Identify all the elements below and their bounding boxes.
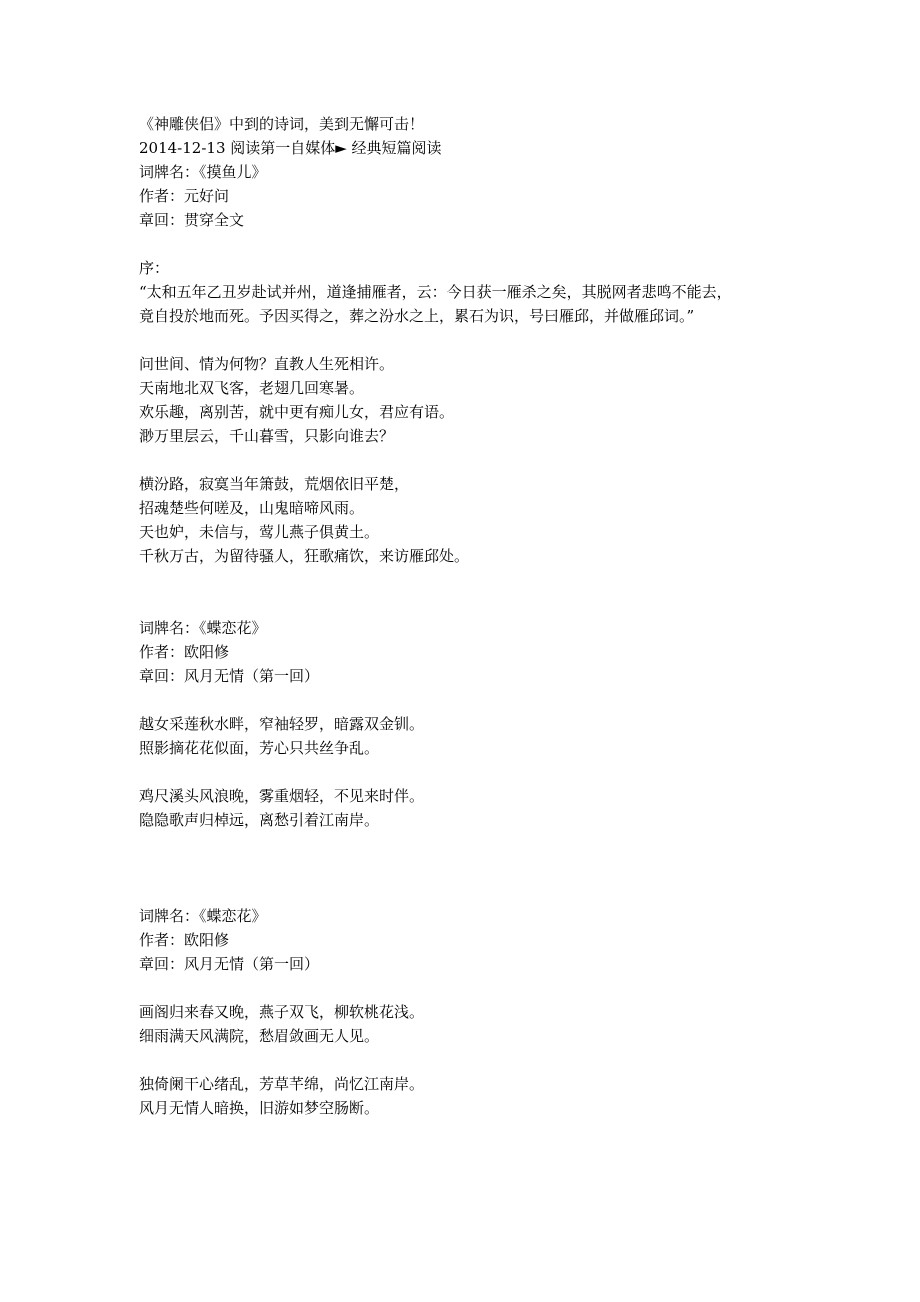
poem-line: 照影摘花花似面，芳心只共丝争乱。 — [139, 739, 380, 757]
poem-line: 独倚阑干心绪乱，芳草芊绵，尚忆江南岸。 — [139, 1075, 425, 1093]
poem-author: 作者：元好问 — [139, 187, 230, 205]
poem-chapter: 章回：风月无情（第一回） — [139, 667, 320, 685]
poem-line: 千秋万古，为留待骚人，狂歌痛饮，来访雁邱处。 — [139, 547, 470, 565]
poem-line: 越女采莲秋水畔，窄袖轻罗，暗露双金钏。 — [139, 715, 425, 733]
poem-line: 天南地北双飞客，老翅几回寒暑。 — [139, 379, 365, 397]
preface-line: “太和五年乙丑岁赴试并州，道逢捕雁者，云：今日获一雁杀之矣，其脱网者悲鸣不能去， — [139, 283, 732, 301]
poem-author: 作者：欧阳修 — [139, 931, 230, 949]
poem-author: 作者：欧阳修 — [139, 643, 230, 661]
preface-label: 序： — [139, 259, 170, 277]
article-meta: 2014-12-13 阅读第一自媒体► 经典短篇阅读 — [139, 139, 442, 157]
poem-cipai: 词牌名：《蝶恋花》 — [139, 907, 267, 925]
poem-line: 天也妒，未信与，莺儿燕子俱黄土。 — [139, 523, 380, 541]
poem-chapter: 章回：贯穿全文 — [139, 211, 245, 229]
article-title: 《神雕侠侣》中到的诗词，美到无懈可击！ — [139, 115, 425, 133]
poem-line: 渺万里层云，千山暮雪，只影向谁去？ — [139, 427, 395, 445]
document-body — [139, 112, 899, 1120]
poem-line: 招魂楚些何嗟及，山鬼暗啼风雨。 — [139, 499, 365, 517]
poem-line: 欢乐趣，离别苦，就中更有痴儿女，君应有语。 — [139, 403, 455, 421]
preface-line: 竟自投於地而死。予因买得之，葬之汾水之上，累石为识，号曰雁邱，并做雁邱词。” — [139, 307, 695, 325]
poem-line: 横汾路，寂寞当年箫鼓，荒烟依旧平楚， — [139, 475, 410, 493]
poem-line: 画阁归来春又晚，燕子双飞，柳软桃花浅。 — [139, 1003, 425, 1021]
poem-line: 鸡尺溪头风浪晚，雾重烟轻，不见来时伴。 — [139, 787, 425, 805]
poem-line: 问世间、情为何物？直教人生死相许。 — [139, 355, 395, 373]
poem-line: 风月无情人暗换，旧游如梦空肠断。 — [139, 1099, 380, 1117]
poem-cipai: 词牌名：《摸鱼儿》 — [139, 163, 267, 181]
poem-line: 隐隐歌声归棹远，离愁引着江南岸。 — [139, 811, 380, 829]
poem-chapter: 章回：风月无情（第一回） — [139, 955, 320, 973]
poem-cipai: 词牌名：《蝶恋花》 — [139, 619, 267, 637]
poem-line: 细雨满天风满院，愁眉敛画无人见。 — [139, 1027, 380, 1045]
